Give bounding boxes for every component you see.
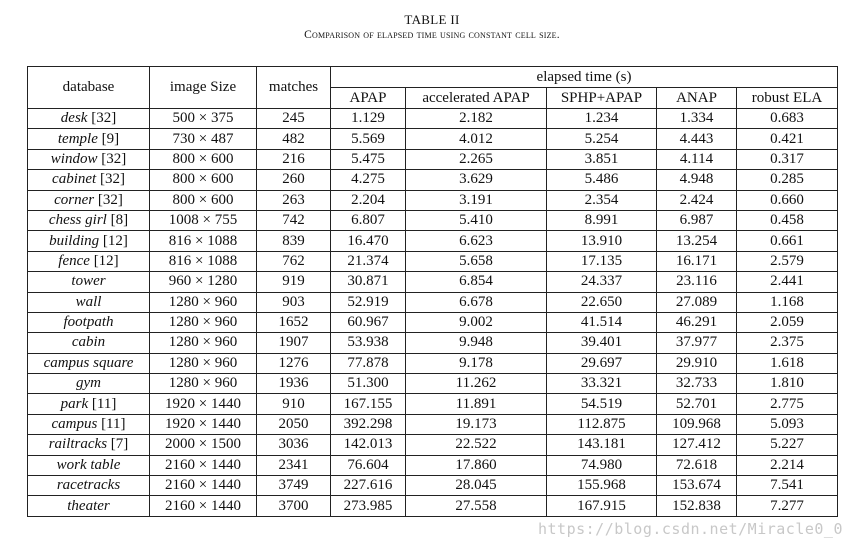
cell-accelerated-apap: 5.658	[406, 251, 547, 271]
header-robust-ela: robust ELA	[737, 88, 838, 109]
database-name: campus square	[43, 354, 134, 371]
cell-anap: 13.254	[657, 231, 737, 251]
cell-apap: 16.470	[331, 231, 406, 251]
database-name: window	[50, 150, 98, 167]
cell-image-size: 1280 × 960	[150, 333, 257, 353]
table-row	[28, 374, 838, 394]
cell-image-size: 960 × 1280	[150, 272, 257, 292]
table-row	[28, 333, 838, 353]
watermark: https://blog.csdn.net/Miracle0_0	[538, 520, 843, 538]
cell-database	[28, 210, 150, 230]
database-name: cabinet	[52, 171, 97, 188]
cell-database	[28, 109, 150, 129]
cell-matches: 2050	[257, 414, 331, 434]
cell-database	[28, 170, 150, 190]
cell-anap: 4.443	[657, 129, 737, 149]
header-database: database	[28, 67, 150, 109]
table-row	[28, 476, 838, 496]
table-row	[28, 109, 838, 129]
cell-sphp-apap: 39.401	[547, 333, 657, 353]
cell-sphp-apap: 17.135	[547, 251, 657, 271]
database-name: racetracks	[56, 477, 121, 494]
cell-matches: 742	[257, 210, 331, 230]
cell-database	[28, 333, 150, 353]
cell-matches: 2341	[257, 455, 331, 475]
cell-anap: 27.089	[657, 292, 737, 312]
database-name: work table	[56, 456, 121, 473]
cell-robust-ela: 0.458	[737, 210, 838, 230]
cell-matches: 245	[257, 109, 331, 129]
cell-image-size: 2160 × 1440	[150, 455, 257, 475]
cell-image-size: 2000 × 1500	[150, 435, 257, 455]
cell-sphp-apap: 33.321	[547, 374, 657, 394]
database-name: building	[49, 232, 100, 249]
database-name: chess girl	[48, 212, 107, 229]
table-body	[28, 109, 838, 517]
cell-image-size: 1920 × 1440	[150, 414, 257, 434]
cell-accelerated-apap: 11.891	[406, 394, 547, 414]
cell-robust-ela: 0.660	[737, 190, 838, 210]
cell-database	[28, 292, 150, 312]
header-sphp-apap: SPHP+APAP	[547, 88, 657, 109]
cell-matches: 1936	[257, 374, 331, 394]
cell-apap: 30.871	[331, 272, 406, 292]
cell-accelerated-apap: 9.002	[406, 312, 547, 332]
database-ref: [32]	[96, 171, 125, 188]
database-name: park	[60, 395, 89, 412]
cell-sphp-apap: 1.234	[547, 109, 657, 129]
table-row	[28, 353, 838, 373]
database-name: desk	[60, 110, 88, 127]
cell-apap: 76.604	[331, 455, 406, 475]
database-name: gym	[76, 375, 101, 392]
database-name: footpath	[63, 314, 114, 331]
table-row	[28, 251, 838, 271]
database-ref: [8]	[106, 212, 129, 229]
table-label: TABLE II	[404, 12, 460, 27]
cell-sphp-apap: 54.519	[547, 394, 657, 414]
database-name: theater	[67, 497, 110, 514]
table-row	[28, 414, 838, 434]
cell-matches: 1276	[257, 353, 331, 373]
cell-matches: 263	[257, 190, 331, 210]
cell-accelerated-apap: 22.522	[406, 435, 547, 455]
cell-database	[28, 374, 150, 394]
table-row	[28, 292, 838, 312]
cell-apap: 167.155	[331, 394, 406, 414]
table-row	[28, 394, 838, 414]
cell-accelerated-apap: 3.629	[406, 170, 547, 190]
cell-robust-ela: 2.059	[737, 312, 838, 332]
table-row	[28, 455, 838, 475]
cell-database	[28, 272, 150, 292]
cell-image-size: 500 × 375	[150, 109, 257, 129]
cell-image-size: 1280 × 960	[150, 292, 257, 312]
cell-database	[28, 251, 150, 271]
cell-apap: 1.129	[331, 109, 406, 129]
cell-image-size: 1008 × 755	[150, 210, 257, 230]
cell-database	[28, 476, 150, 496]
cell-image-size: 800 × 600	[150, 149, 257, 169]
table-row	[28, 210, 838, 230]
cell-database	[28, 190, 150, 210]
cell-robust-ela: 1.618	[737, 353, 838, 373]
cell-apap: 77.878	[331, 353, 406, 373]
cell-image-size: 1280 × 960	[150, 353, 257, 373]
cell-sphp-apap: 143.181	[547, 435, 657, 455]
cell-sphp-apap: 22.650	[547, 292, 657, 312]
header-accelerated-apap: accelerated APAP	[406, 88, 547, 109]
cell-matches: 839	[257, 231, 331, 251]
cell-robust-ela: 0.317	[737, 149, 838, 169]
database-name: corner	[54, 191, 95, 208]
cell-sphp-apap: 29.697	[547, 353, 657, 373]
cell-database	[28, 312, 150, 332]
cell-image-size: 800 × 600	[150, 190, 257, 210]
cell-accelerated-apap: 6.623	[406, 231, 547, 251]
cell-anap: 153.674	[657, 476, 737, 496]
cell-sphp-apap: 2.354	[547, 190, 657, 210]
cell-database	[28, 353, 150, 373]
table-row	[28, 129, 838, 149]
database-ref: [11]	[97, 416, 126, 433]
table-row	[28, 312, 838, 332]
table-row	[28, 272, 838, 292]
cell-accelerated-apap: 6.854	[406, 272, 547, 292]
cell-accelerated-apap: 19.173	[406, 414, 547, 434]
cell-accelerated-apap: 9.178	[406, 353, 547, 373]
cell-anap: 16.171	[657, 251, 737, 271]
cell-matches: 1652	[257, 312, 331, 332]
database-ref: [12]	[99, 232, 128, 249]
cell-sphp-apap: 5.254	[547, 129, 657, 149]
cell-apap: 273.985	[331, 496, 406, 516]
cell-apap: 4.275	[331, 170, 406, 190]
cell-apap: 5.569	[331, 129, 406, 149]
database-name: campus	[51, 416, 98, 433]
table-caption: Comparison of elapsed time using constant cell size.	[304, 29, 560, 41]
cell-sphp-apap: 112.875	[547, 414, 657, 434]
cell-sphp-apap: 5.486	[547, 170, 657, 190]
table-row	[28, 435, 838, 455]
cell-accelerated-apap: 5.410	[406, 210, 547, 230]
cell-apap: 52.919	[331, 292, 406, 312]
cell-accelerated-apap: 9.948	[406, 333, 547, 353]
cell-robust-ela: 1.168	[737, 292, 838, 312]
cell-robust-ela: 0.421	[737, 129, 838, 149]
table-row	[28, 170, 838, 190]
database-name: railtracks	[48, 436, 108, 453]
cell-robust-ela: 0.683	[737, 109, 838, 129]
cell-robust-ela: 5.093	[737, 414, 838, 434]
cell-accelerated-apap: 17.860	[406, 455, 547, 475]
cell-database	[28, 394, 150, 414]
cell-anap: 23.116	[657, 272, 737, 292]
cell-matches: 260	[257, 170, 331, 190]
cell-anap: 127.412	[657, 435, 737, 455]
cell-matches: 910	[257, 394, 331, 414]
database-ref: [32]	[94, 191, 123, 208]
cell-sphp-apap: 167.915	[547, 496, 657, 516]
header-apap: APAP	[331, 88, 406, 109]
cell-accelerated-apap: 2.265	[406, 149, 547, 169]
cell-database	[28, 129, 150, 149]
cell-matches: 482	[257, 129, 331, 149]
cell-robust-ela: 5.227	[737, 435, 838, 455]
header-matches: matches	[257, 67, 331, 109]
cell-image-size: 2160 × 1440	[150, 476, 257, 496]
cell-accelerated-apap: 3.191	[406, 190, 547, 210]
cell-anap: 46.291	[657, 312, 737, 332]
cell-anap: 6.987	[657, 210, 737, 230]
cell-matches: 216	[257, 149, 331, 169]
elapsed-time-table	[27, 66, 838, 517]
cell-accelerated-apap: 11.262	[406, 374, 547, 394]
cell-apap: 392.298	[331, 414, 406, 434]
database-name: fence	[58, 252, 90, 269]
cell-image-size: 2160 × 1440	[150, 496, 257, 516]
database-ref: [32]	[97, 150, 127, 167]
cell-anap: 32.733	[657, 374, 737, 394]
cell-anap: 37.977	[657, 333, 737, 353]
cell-image-size: 816 × 1088	[150, 231, 257, 251]
cell-matches: 1907	[257, 333, 331, 353]
table-row	[28, 496, 838, 516]
cell-database	[28, 455, 150, 475]
cell-robust-ela: 7.277	[737, 496, 838, 516]
cell-anap: 1.334	[657, 109, 737, 129]
cell-apap: 60.967	[331, 312, 406, 332]
cell-anap: 52.701	[657, 394, 737, 414]
database-name: cabin	[71, 334, 106, 351]
cell-database	[28, 496, 150, 516]
header-elapsed-time: elapsed time (s)	[331, 67, 838, 88]
cell-image-size: 730 × 487	[150, 129, 257, 149]
cell-database	[28, 435, 150, 455]
cell-image-size: 800 × 600	[150, 170, 257, 190]
cell-apap: 51.300	[331, 374, 406, 394]
cell-robust-ela: 7.541	[737, 476, 838, 496]
header-image-size: image Size	[150, 67, 257, 109]
cell-database	[28, 414, 150, 434]
cell-apap: 227.616	[331, 476, 406, 496]
cell-sphp-apap: 74.980	[547, 455, 657, 475]
header-anap: ANAP	[657, 88, 737, 109]
cell-accelerated-apap: 28.045	[406, 476, 547, 496]
cell-robust-ela: 2.775	[737, 394, 838, 414]
cell-sphp-apap: 41.514	[547, 312, 657, 332]
cell-robust-ela: 2.375	[737, 333, 838, 353]
cell-matches: 3749	[257, 476, 331, 496]
cell-anap: 152.838	[657, 496, 737, 516]
cell-sphp-apap: 3.851	[547, 149, 657, 169]
table-row	[28, 149, 838, 169]
cell-robust-ela: 2.441	[737, 272, 838, 292]
cell-anap: 72.618	[657, 455, 737, 475]
database-ref: [7]	[107, 436, 129, 453]
cell-robust-ela: 0.285	[737, 170, 838, 190]
cell-matches: 762	[257, 251, 331, 271]
cell-anap: 2.424	[657, 190, 737, 210]
cell-matches: 903	[257, 292, 331, 312]
cell-anap: 4.948	[657, 170, 737, 190]
cell-matches: 3036	[257, 435, 331, 455]
database-name: temple	[57, 130, 98, 147]
cell-accelerated-apap: 4.012	[406, 129, 547, 149]
database-ref: [12]	[89, 252, 119, 269]
cell-robust-ela: 1.810	[737, 374, 838, 394]
cell-image-size: 1280 × 960	[150, 312, 257, 332]
database-name: tower	[71, 273, 106, 290]
cell-sphp-apap: 155.968	[547, 476, 657, 496]
cell-database	[28, 231, 150, 251]
database-ref: [11]	[88, 395, 117, 412]
cell-sphp-apap: 8.991	[547, 210, 657, 230]
table-row	[28, 190, 838, 210]
cell-accelerated-apap: 27.558	[406, 496, 547, 516]
cell-database	[28, 149, 150, 169]
cell-image-size: 1920 × 1440	[150, 394, 257, 414]
cell-image-size: 1280 × 960	[150, 374, 257, 394]
cell-apap: 5.475	[331, 149, 406, 169]
cell-apap: 21.374	[331, 251, 406, 271]
cell-robust-ela: 2.579	[737, 251, 838, 271]
cell-matches: 919	[257, 272, 331, 292]
cell-accelerated-apap: 6.678	[406, 292, 547, 312]
cell-apap: 6.807	[331, 210, 406, 230]
cell-image-size: 816 × 1088	[150, 251, 257, 271]
cell-accelerated-apap: 2.182	[406, 109, 547, 129]
cell-apap: 142.013	[331, 435, 406, 455]
cell-sphp-apap: 13.910	[547, 231, 657, 251]
database-name: wall	[75, 293, 102, 310]
database-ref: [9]	[97, 130, 120, 147]
cell-robust-ela: 0.661	[737, 231, 838, 251]
cell-sphp-apap: 24.337	[547, 272, 657, 292]
database-ref: [32]	[87, 110, 117, 127]
cell-anap: 29.910	[657, 353, 737, 373]
cell-anap: 109.968	[657, 414, 737, 434]
cell-anap: 4.114	[657, 149, 737, 169]
cell-matches: 3700	[257, 496, 331, 516]
cell-apap: 2.204	[331, 190, 406, 210]
cell-apap: 53.938	[331, 333, 406, 353]
cell-robust-ela: 2.214	[737, 455, 838, 475]
table-row	[28, 231, 838, 251]
